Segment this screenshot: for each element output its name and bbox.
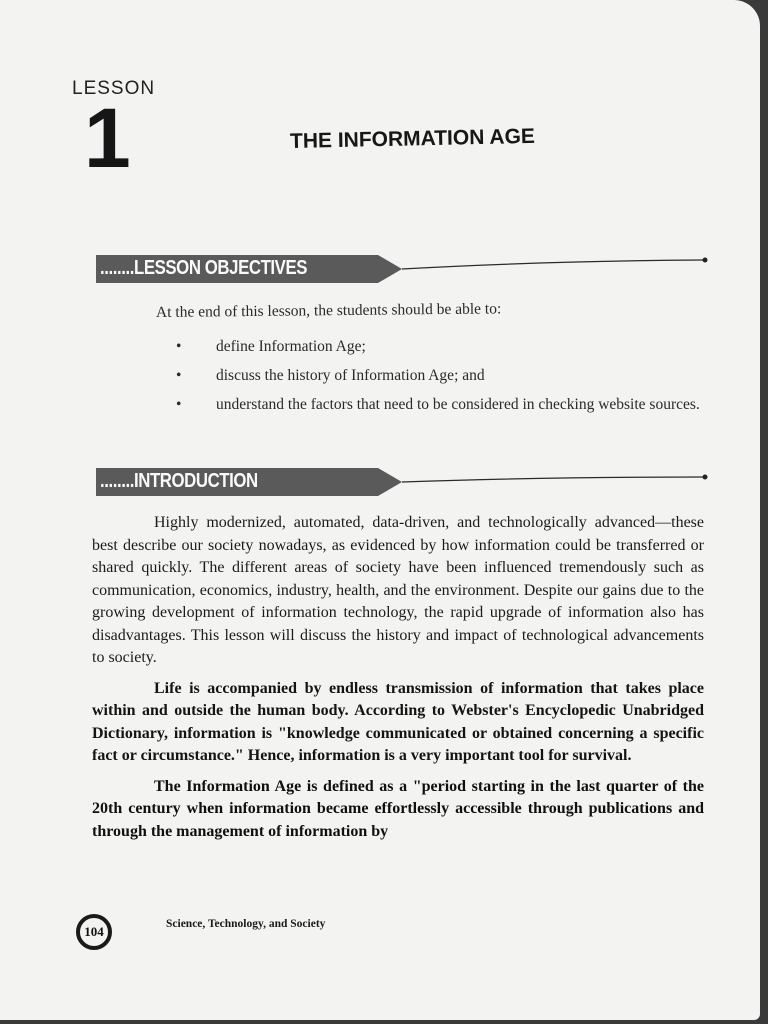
list-item: • discuss the history of Information Age; and [176, 367, 485, 384]
paragraph: The Information Age is defined as a "period starting in the last quarter of the 20th century when information became effortlessly accessible through publications and through the management of information by [92, 777, 704, 840]
lesson-objectives-banner [96, 252, 708, 284]
paragraph: Life is accompanied by endless transmission of information that takes place within and outside the human body. According to Webster's Encyclopedic Unabridged Dictionary, information is "knowledge communicated or obtained concerning a specific fact or circumstance." Hence, information is a very important tool for survival. [92, 679, 704, 764]
introduction-banner [96, 465, 708, 497]
page-number-badge: 104 [76, 914, 112, 950]
lesson-number: 1 [84, 91, 131, 185]
paragraph: Highly modernized, automated, data-driven, and technologically advanced—these best describe our society nowadays, as evidenced by how information could be transferred or shared quickly. The different areas of society have been influenced tremendously such as communication, economics, industry, health, and the environment. Despite our gains due to the growing development of information technology, the rapid upgrade of information also has disadvantages. This lesson will discuss the history and impact of technological advancements to society. [92, 514, 704, 666]
introduction-body [92, 512, 704, 851]
objectives-intro: At the end of this lesson, the students should be able to: [155, 300, 502, 321]
section-heading-introduction: ........INTRODUCTION [100, 470, 258, 492]
bullet-icon: • [176, 396, 182, 413]
page-title: THE INFORMATION AGE [289, 124, 536, 153]
objectives-list [176, 336, 708, 423]
lesson-label: LESSON [72, 78, 156, 99]
book-title-footer: Science, Technology, and Society [166, 918, 326, 930]
bullet-icon: • [176, 367, 182, 384]
list-item: • define Information Age; [176, 338, 366, 355]
bullet-icon: • [176, 338, 182, 355]
section-heading-objectives: ........LESSON OBJECTIVES [100, 257, 308, 279]
list-item: • understand the factors that need to be considered in checking website sources. [176, 396, 700, 413]
